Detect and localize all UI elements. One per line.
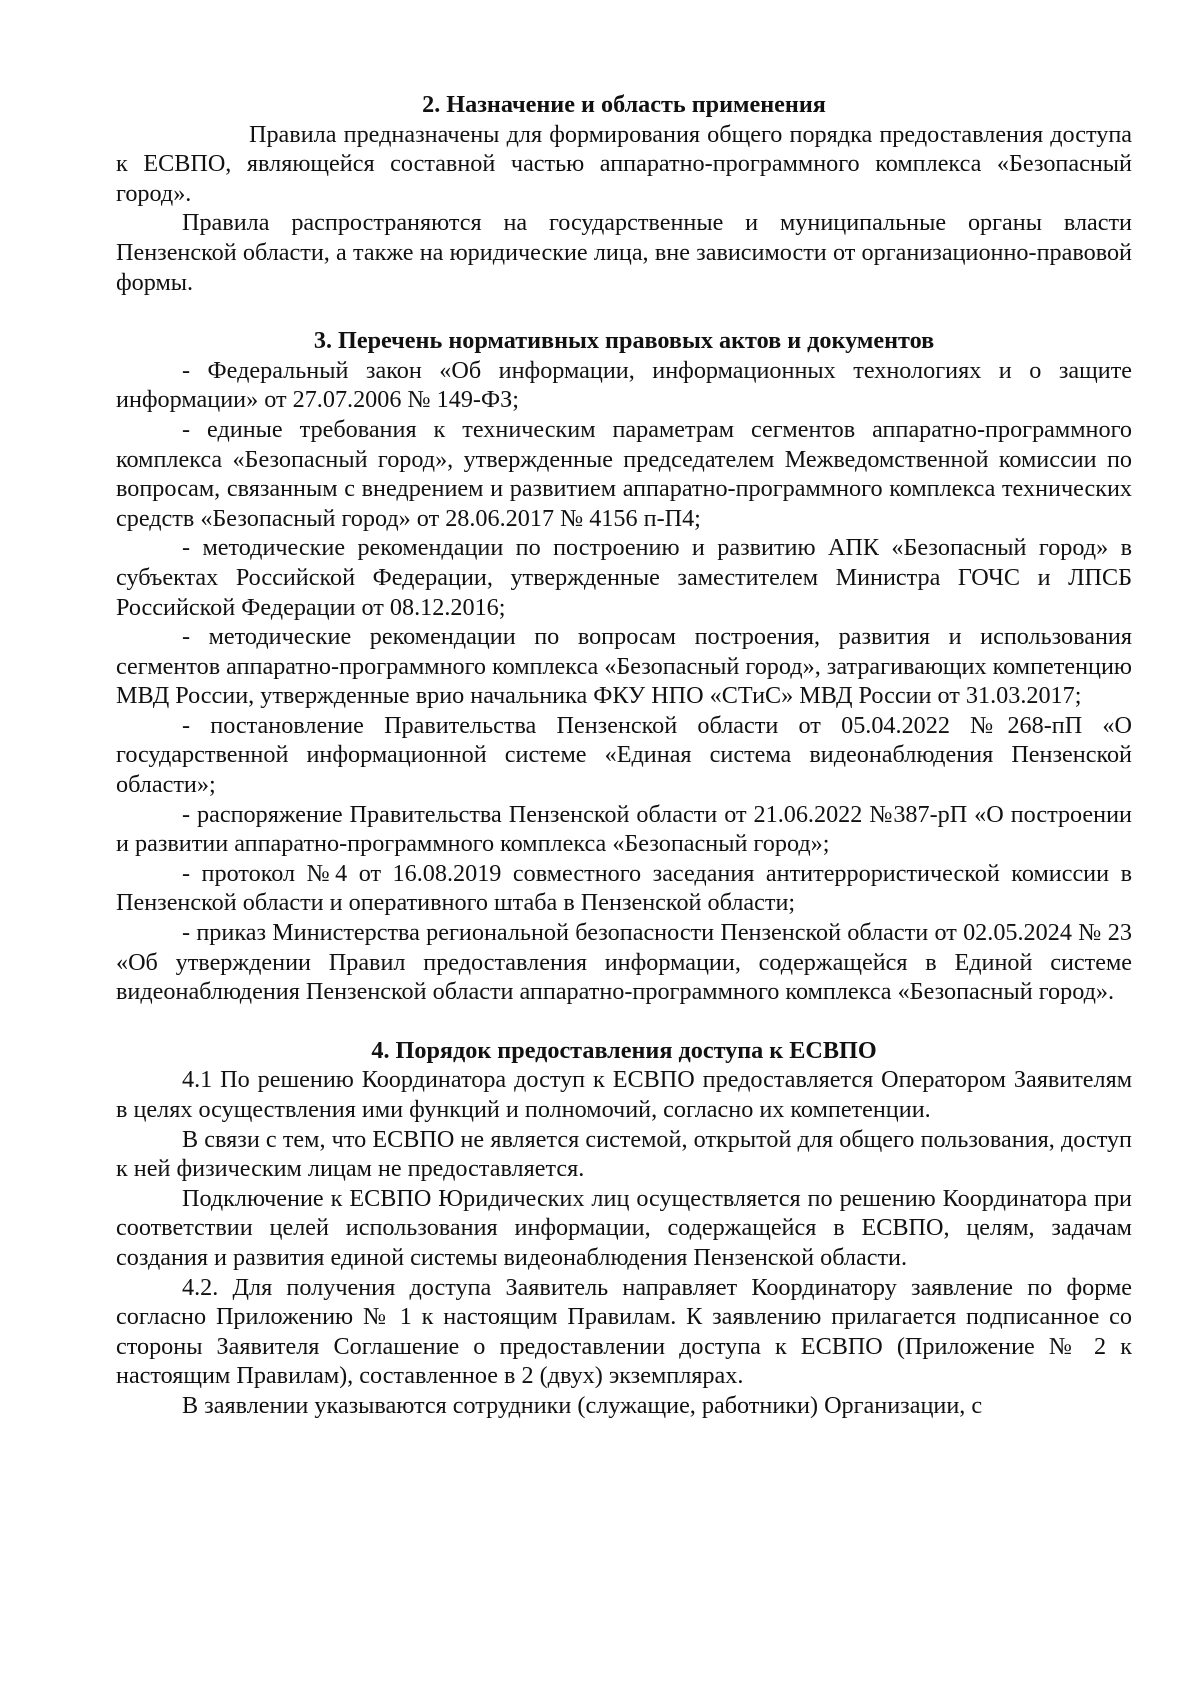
- list-item: - распоряжение Правительства Пензенской области от 21.06.2022 №387-рП «О построении и развитии аппаратно-программного комплекса «Безопасный город»;: [116, 800, 1132, 858]
- list-item: - Федеральный закон «Об информации, информационных технологиях и о защите информации» от 27.07.2006 № 149-ФЗ;: [116, 356, 1132, 414]
- list-item: - единые требования к техническим параметрам сегментов аппаратно-программного комплекса «Безопасный город», утвержденные председателем Межведомственной комиссии по вопросам, связанным с внедрением и развитием аппаратно-программного комплекса технических средств «Безопасный город» от 28.06.2017 № 4156 п-П4;: [116, 415, 1132, 532]
- section-heading: 4. Порядок предоставления доступа к ЕСВПО: [371, 1036, 877, 1064]
- paragraph: В заявлении указываются сотрудники (служащие, работники) Организации, с: [182, 1391, 983, 1419]
- section-heading: 3. Перечень нормативных правовых актов и документов: [313, 327, 935, 355]
- paragraph: 4.2. Для получения доступа Заявитель направляет Координатору заявление по форме согласно Приложению № 1 к настоящим Правилам. К заявлению прилагается подписанное со стороны Заявителя Соглашение о предоставлении доступа к ЕСВПО (Приложение № 2 к настоящим Правилам), составленное в 2 (двух) экземплярах.: [116, 1273, 1132, 1390]
- section-heading: 2. Назначение и область применения: [422, 91, 826, 118]
- paragraph: Подключение к ЕСВПО Юридических лиц осуществляется по решению Координатора при соответствии целей использования информации, содержащейся в ЕСВПО, целям, задачам создания и развития единой системы видеонаблюдения Пензенской области.: [116, 1184, 1132, 1271]
- paragraph: Правила распространяются на государственные и муниципальные органы власти Пензенской области, а также на юридические лица, вне зависимости от организационно-правовой формы.: [116, 209, 1132, 296]
- list-item: - постановление Правительства Пензенской области от 05.04.2022 №268-пП «О государственной информационной системе «Единая система видеонаблюдения Пензенской области»;: [116, 711, 1132, 799]
- list-item: - приказ Министерства региональной безопасности Пензенской области от 02.05.2024 № 23 «Об утверждении Правил предоставления информации, содержащейся в Единой системе видеонаблюдения Пензенской области аппаратно-программного комплекса «Безопасный город».: [116, 919, 1132, 1006]
- paragraph: 4.1 По решению Координатора доступ к ЕСВПО предоставляется Оператором Заявителям в целях осуществления ими функций и полномочий, согласно их компетенции.: [116, 1066, 1132, 1123]
- list-item: - протокол №4 от 16.08.2019 совместного заседания антитеррористической комиссии в Пензенской области и оперативного штаба в Пензенской области;: [116, 859, 1132, 917]
- paragraph: В связи с тем, что ЕСВПО не является системой, открытой для общего пользования, доступ к ней физическим лицам не предоставляется.: [116, 1125, 1132, 1183]
- list-item: - методические рекомендации по вопросам построения, развития и использования сегментов аппаратно-программного комплекса «Безопасный город», затрагивающих компетенцию МВД России, утвержденные врио начальника ФКУ НПО «СТиС» МВД России от 31.03.2017;: [116, 623, 1132, 710]
- section-purpose: [116, 90, 1132, 297]
- section-regulations: [116, 326, 1132, 1007]
- list-item: - методические рекомендации по построению и развитию АПК «Безопасный город» в субъектах Российской Федерации, утвержденные заместителем Министра ГОЧС и ЛПСБ Российской Федерации от 08.12.2016;: [116, 534, 1132, 621]
- paragraph: Правила предназначены для формирования общего порядка предоставления доступа к ЕСВПО, являющейся составной частью аппаратно-программного комплекса «Безопасный город».: [116, 120, 1132, 207]
- document-body: [116, 90, 1132, 1421]
- section-access-procedure: [116, 1036, 1132, 1421]
